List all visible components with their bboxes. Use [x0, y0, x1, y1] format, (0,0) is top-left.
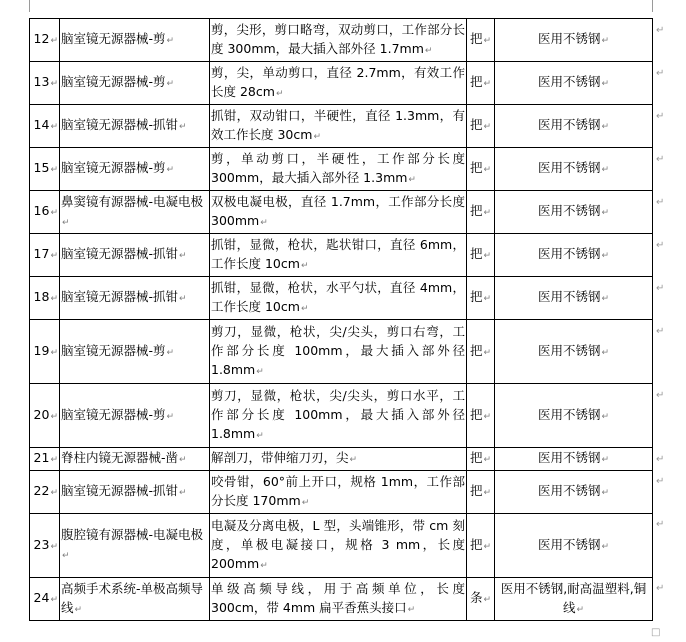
- spec-cell: [210, 448, 467, 471]
- material-text: 医用不锈钢: [537, 536, 601, 552]
- item-name-text: 脊柱内镜无源器械-凿: [61, 450, 179, 465]
- paragraph-mark: ↵: [62, 217, 70, 228]
- row-number-text: 23: [33, 536, 50, 552]
- table-row: [30, 320, 653, 384]
- paragraph-mark: ↵: [260, 217, 268, 228]
- row-end-mark: ↵: [656, 519, 665, 530]
- material-text: 医用不锈钢: [537, 289, 601, 304]
- row-number-cell: [30, 448, 60, 471]
- unit-text: 把: [469, 536, 483, 552]
- paragraph-mark: ↵: [601, 541, 610, 552]
- table-resize-handle[interactable]: □: [651, 627, 661, 638]
- item-name-text: 脑室镜无源器械-抓钳: [61, 246, 179, 261]
- spec-text: 解剖刀，带伸缩刀刃，尖: [211, 450, 349, 465]
- crop-mark-left: [29, 0, 30, 12]
- material-cell: [495, 234, 653, 277]
- item-name-cell: [60, 19, 210, 62]
- row-number-cell: [30, 384, 60, 448]
- paragraph-mark: ↵: [483, 294, 492, 304]
- row-end-mark: ↵: [656, 68, 665, 79]
- paragraph-mark: ↵: [166, 79, 175, 89]
- unit-text: 把: [469, 117, 483, 132]
- paragraph-mark: ↵: [408, 174, 416, 185]
- item-name-cell: [60, 514, 210, 578]
- material-cell: [495, 320, 653, 384]
- spec-cell: [210, 514, 467, 578]
- paragraph-mark: ↵: [483, 488, 492, 498]
- spec-cell: [210, 471, 467, 514]
- item-name-text: 高频手术系统-单极高频导线: [61, 580, 204, 615]
- material-cell: [495, 277, 653, 320]
- table-row: [30, 105, 653, 148]
- material-text: 医用不锈钢: [537, 450, 601, 465]
- row-end-mark: ↵: [656, 454, 665, 465]
- material-text: 医用不锈钢: [537, 203, 601, 218]
- unit-text: 把: [469, 246, 483, 261]
- table-row: [30, 514, 653, 578]
- table-row: [30, 277, 653, 320]
- table-row: [30, 62, 653, 105]
- material-cell: [495, 471, 653, 514]
- spec-text: 剪，尖形，剪口略弯，双动剪口，工作部分长度 300mm，最大插入部外径 1.7mm: [211, 21, 465, 56]
- material-text: 医用不锈钢: [537, 117, 601, 132]
- spec-cell: [210, 578, 467, 621]
- spec-text: 咬骨钳，60°前上开口，规格 1mm，工作部分长度 170mm: [211, 473, 465, 508]
- paragraph-mark: ↵: [576, 604, 585, 615]
- unit-text: 把: [469, 31, 483, 46]
- paragraph-mark: ↵: [601, 455, 610, 465]
- paragraph-mark: ↵: [407, 604, 416, 615]
- row-end-mark: ↵: [656, 197, 665, 208]
- item-name-cell: [60, 191, 210, 234]
- table-row: [30, 191, 653, 234]
- row-number-cell: [30, 514, 60, 578]
- paragraph-mark: ↵: [483, 208, 492, 218]
- paragraph-mark: ↵: [483, 595, 492, 605]
- paragraph-mark: ↵: [50, 165, 58, 175]
- spec-text: 双极电凝电极，直径 1.7mm，工作部分长度 300mm: [211, 193, 465, 228]
- unit-text: 把: [469, 450, 483, 465]
- item-name-cell: [60, 384, 210, 448]
- paragraph-mark: ↵: [601, 251, 610, 261]
- spec-table-body: [30, 19, 653, 621]
- material-text: 医用不锈钢: [537, 483, 601, 498]
- paragraph-mark: ↵: [179, 455, 187, 465]
- row-number-cell: [30, 471, 60, 514]
- row-end-mark: ↵: [656, 283, 665, 294]
- material-cell: [495, 19, 653, 62]
- paragraph-mark: ↵: [349, 455, 358, 465]
- paragraph-mark: ↵: [601, 165, 610, 175]
- paragraph-mark: ↵: [601, 488, 610, 498]
- item-name-text: 鼻窦镜有源器械-电凝电极: [61, 193, 204, 209]
- row-number-text: 20: [33, 406, 50, 422]
- row-number-text: 24: [33, 590, 50, 605]
- paragraph-mark: ↵: [601, 79, 610, 89]
- item-name-cell: [60, 234, 210, 277]
- paragraph-mark: ↵: [50, 541, 58, 552]
- paragraph-mark: ↵: [483, 122, 492, 132]
- material-cell: [495, 448, 653, 471]
- paragraph-mark: ↵: [50, 595, 58, 605]
- paragraph-mark: ↵: [483, 411, 492, 422]
- row-number-text: 21: [33, 450, 50, 465]
- unit-cell: [467, 384, 495, 448]
- unit-cell: [467, 448, 495, 471]
- unit-cell: [467, 514, 495, 578]
- paragraph-mark: ↵: [601, 36, 610, 46]
- item-name-text: 脑室镜无源器械-剪: [61, 31, 166, 46]
- row-end-mark: ↵: [656, 326, 665, 337]
- row-number-cell: [30, 19, 60, 62]
- row-number-cell: [30, 148, 60, 191]
- crop-mark-right: [652, 0, 653, 12]
- paragraph-mark: ↵: [601, 122, 610, 132]
- item-name-text: 脑室镜无源器械-剪: [61, 406, 166, 422]
- row-number-text: 16: [33, 203, 50, 218]
- unit-text: 把: [469, 160, 483, 175]
- paragraph-mark: ↵: [50, 251, 58, 261]
- material-text: 医用不锈钢: [537, 406, 601, 422]
- spec-cell: [210, 277, 467, 320]
- paragraph-mark: ↵: [483, 455, 492, 465]
- unit-cell: [467, 578, 495, 621]
- spec-cell: [210, 19, 467, 62]
- unit-cell: [467, 277, 495, 320]
- item-name-text: 脑室镜无源器械-剪: [61, 74, 166, 89]
- paragraph-mark: ↵: [179, 294, 187, 304]
- paragraph-mark: ↵: [601, 347, 610, 358]
- unit-cell: [467, 105, 495, 148]
- material-cell: [495, 514, 653, 578]
- paragraph-mark: ↵: [50, 208, 58, 218]
- unit-text: 把: [469, 342, 483, 358]
- unit-cell: [467, 320, 495, 384]
- paragraph-mark: ↵: [483, 251, 492, 261]
- paragraph-mark: ↵: [179, 488, 187, 498]
- paragraph-mark: ↵: [50, 122, 58, 132]
- unit-cell: [467, 471, 495, 514]
- row-end-mark: ↵: [656, 111, 665, 122]
- material-cell: [495, 384, 653, 448]
- row-number-text: 14: [33, 117, 50, 132]
- spec-text: 剪，尖，单动剪口，直径 2.7mm，有效工作长度 28cm: [211, 64, 465, 99]
- item-name-text: 脑室镜无源器械-抓钳: [61, 483, 179, 498]
- paragraph-mark: ↵: [483, 79, 492, 89]
- row-end-mark: ↵: [656, 154, 665, 165]
- spec-text: 抓钳，显微，枪状，水平勺状，直径 4mm，工作长度 10cm: [211, 279, 465, 314]
- item-name-text: 脑室镜无源器械-剪: [61, 160, 166, 175]
- material-cell: [495, 148, 653, 191]
- material-cell: [495, 105, 653, 148]
- paragraph-mark: ↵: [275, 88, 284, 99]
- unit-cell: [467, 148, 495, 191]
- item-name-cell: [60, 277, 210, 320]
- paragraph-mark: ↵: [62, 551, 70, 561]
- paragraph-mark: ↵: [50, 79, 58, 89]
- item-name-cell: [60, 105, 210, 148]
- paragraph-mark: ↵: [260, 560, 268, 571]
- paragraph-mark: ↵: [483, 541, 492, 552]
- paragraph-mark: ↵: [301, 497, 310, 508]
- paragraph-mark: ↵: [74, 604, 83, 615]
- unit-text: 把: [469, 289, 483, 304]
- row-number-text: 19: [33, 342, 50, 358]
- spec-cell: [210, 384, 467, 448]
- spec-table: [29, 18, 653, 621]
- row-end-mark: ↵: [656, 583, 665, 594]
- paragraph-mark: ↵: [179, 122, 187, 132]
- paragraph-mark: ↵: [601, 411, 610, 422]
- paragraph-mark: ↵: [50, 347, 58, 358]
- paragraph-mark: ↵: [256, 366, 264, 377]
- unit-cell: [467, 234, 495, 277]
- unit-text: 把: [469, 483, 483, 498]
- unit-text: 把: [469, 406, 483, 422]
- row-number-text: 12: [33, 31, 50, 46]
- paragraph-mark: ↵: [483, 36, 492, 46]
- table-row: [30, 384, 653, 448]
- spec-text: 剪，单动剪口，半硬性，工作部分长度 300mm，最大插入部外径 1.3mm: [211, 150, 465, 185]
- material-text: 医用不锈钢: [537, 342, 601, 358]
- paragraph-mark: ↵: [483, 165, 492, 175]
- paragraph-mark: ↵: [424, 45, 433, 56]
- spec-cell: [210, 62, 467, 105]
- spec-cell: [210, 105, 467, 148]
- row-number-text: 15: [33, 160, 50, 175]
- row-number-text: 17: [33, 246, 50, 261]
- material-text: 医用不锈钢: [537, 74, 601, 89]
- item-name-cell: [60, 471, 210, 514]
- item-name-cell: [60, 448, 210, 471]
- item-name-cell: [60, 578, 210, 621]
- spec-cell: [210, 320, 467, 384]
- paragraph-mark: ↵: [300, 303, 309, 314]
- table-row: [30, 578, 653, 621]
- item-name-cell: [60, 320, 210, 384]
- material-text: 医用不锈钢: [537, 160, 601, 175]
- paragraph-mark: ↵: [166, 36, 175, 46]
- item-name-text: 脑室镜无源器械-剪: [61, 342, 166, 358]
- paragraph-mark: ↵: [483, 347, 492, 358]
- material-cell: [495, 62, 653, 105]
- material-cell: [495, 191, 653, 234]
- material-cell: [495, 578, 653, 621]
- unit-cell: [467, 62, 495, 105]
- row-number-text: 22: [33, 483, 50, 498]
- paragraph-mark: ↵: [166, 347, 175, 358]
- paragraph-mark: ↵: [179, 251, 187, 261]
- spec-text: 剪刀，显微，枪状，尖/尖头，剪口水平，工作部分长度 100mm，最大插入部外径 1.8mm: [211, 387, 465, 441]
- spec-text: 电凝及分离电极，L 型，头端锥形，带 cm 刻度，单极电凝接口，规格 3 mm，长度 200mm: [211, 517, 465, 571]
- paragraph-mark: ↵: [313, 131, 321, 142]
- spec-cell: [210, 148, 467, 191]
- paragraph-mark: ↵: [601, 294, 610, 304]
- paragraph-mark: ↵: [166, 165, 175, 175]
- spec-text: 抓钳，显微，枪状，匙状钳口，直径 6mm，工作长度 10cm: [211, 236, 465, 271]
- unit-cell: [467, 191, 495, 234]
- paragraph-mark: ↵: [50, 294, 58, 304]
- paragraph-mark: ↵: [300, 260, 309, 271]
- item-name-text: 脑室镜无源器械-抓钳: [61, 289, 179, 304]
- row-number-cell: [30, 320, 60, 384]
- spec-cell: [210, 191, 467, 234]
- row-end-mark: ↵: [656, 476, 665, 487]
- unit-text: 条: [469, 590, 483, 605]
- unit-cell: [467, 19, 495, 62]
- row-number-cell: [30, 191, 60, 234]
- table-row: [30, 448, 653, 471]
- paragraph-mark: ↵: [166, 411, 175, 422]
- row-end-mark: ↵: [656, 25, 665, 36]
- table-row: [30, 234, 653, 277]
- spec-text: 抓钳，双动钳口，半硬性，直径 1.3mm，有效工作长度 30cm: [211, 107, 465, 142]
- row-number-cell: [30, 62, 60, 105]
- paragraph-mark: ↵: [601, 208, 610, 218]
- row-number-cell: [30, 105, 60, 148]
- table-row: [30, 148, 653, 191]
- item-name-text: 腹腔镜有源器械-电凝电极: [61, 527, 204, 542]
- unit-text: 把: [469, 74, 483, 89]
- paragraph-mark: ↵: [50, 488, 58, 498]
- paragraph-mark: ↵: [50, 36, 58, 46]
- item-name-cell: [60, 62, 210, 105]
- row-number-cell: [30, 578, 60, 621]
- table-row: [30, 471, 653, 514]
- table-row: [30, 19, 653, 62]
- row-number-cell: [30, 277, 60, 320]
- paragraph-mark: ↵: [50, 455, 58, 465]
- item-name-cell: [60, 148, 210, 191]
- item-name-text: 脑室镜无源器械-抓钳: [61, 117, 179, 132]
- spec-cell: [210, 234, 467, 277]
- row-end-mark: ↵: [656, 240, 665, 251]
- unit-text: 把: [469, 203, 483, 218]
- material-text: 医用不锈钢,耐高温塑料,铜线: [500, 580, 647, 615]
- spec-text: 剪刀，显微，枪状，尖/尖头，剪口右弯，工作部分长度 100mm，最大插入部外径 1.8mm: [211, 323, 465, 377]
- material-text: 医用不锈钢: [537, 246, 601, 261]
- row-number-text: 13: [33, 74, 50, 89]
- row-number-cell: [30, 234, 60, 277]
- row-end-mark: ↵: [656, 390, 665, 401]
- material-text: 医用不锈钢: [537, 31, 601, 46]
- row-number-text: 18: [33, 289, 50, 304]
- spec-text: 单级高频导线，用于高频单位，长度 300cm，带 4mm 扁平香蕉头接口: [211, 580, 465, 615]
- paragraph-mark: ↵: [256, 430, 264, 441]
- paragraph-mark: ↵: [50, 411, 58, 422]
